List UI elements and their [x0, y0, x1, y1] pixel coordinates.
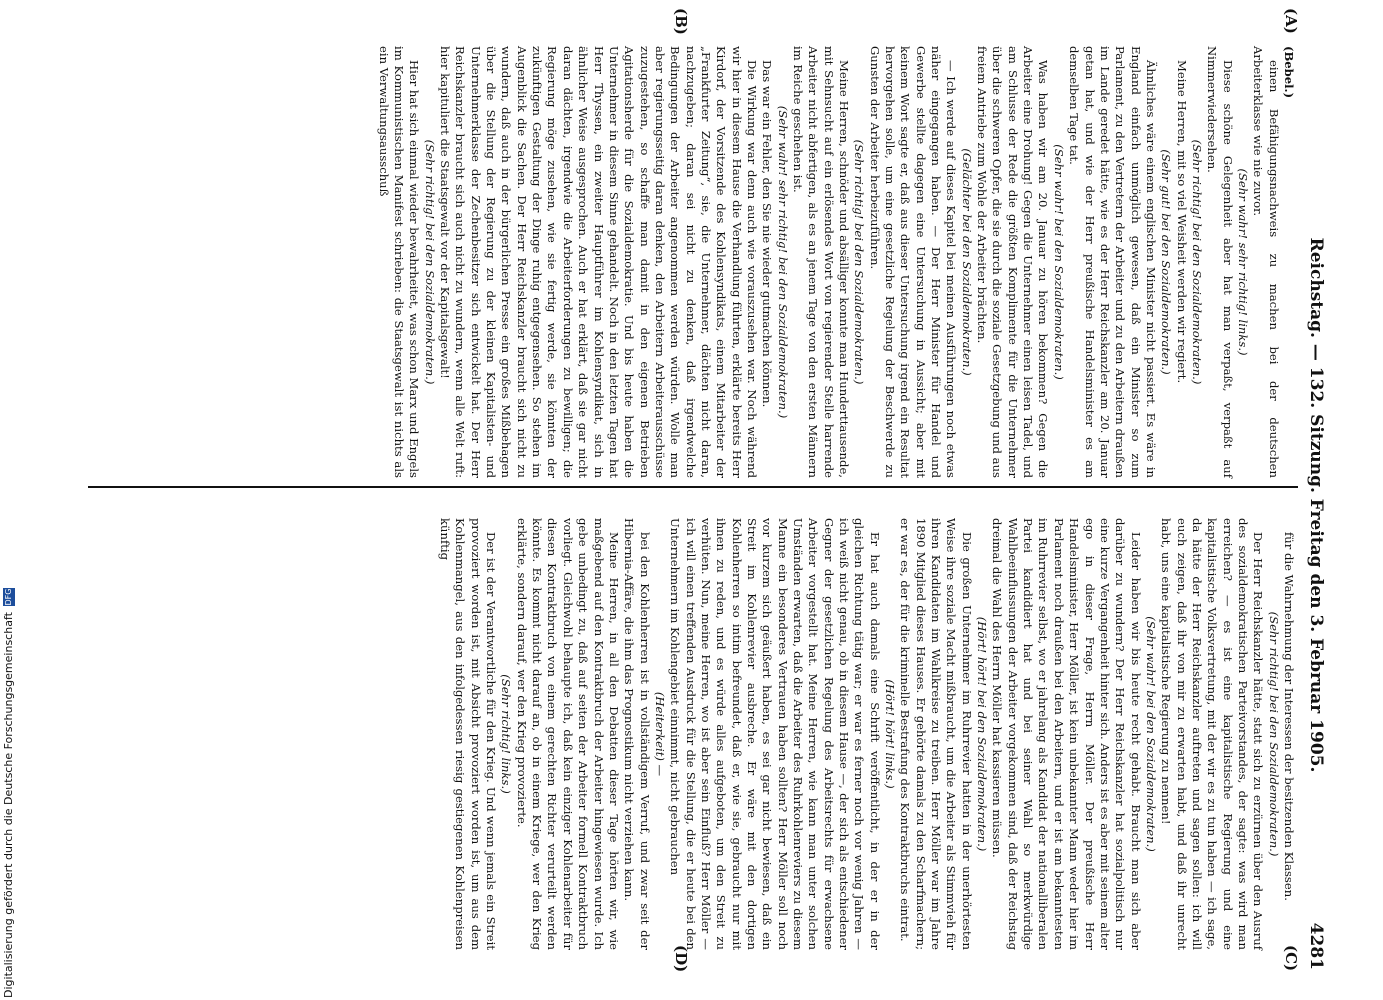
interjection: (Sehr gut! bei den Sozialdemokraten.) — [1159, 149, 1174, 375]
interjection: (Gelächter bei den Sozialdemokraten.) — [959, 148, 974, 376]
paragraph: — Ich werde auf dieses Kapitel bei meinen Ausführungen noch etwas näher eingegangen haben. — Der Herr Minister für Handel und Gewerbe stellte dagegen eine Untersuchung in Aussicht; aber mit keinem Wort sagte er, daß aus dieser Untersuchung irgend ein Resultat hervorgehen solle, um eine gesetzliche Regelung der Beschwerde zu Gunsten der Arbeiter herbeizuführen. — [867, 46, 959, 478]
paragraph: bei den Kohlenherren ist in vollständigem Verruf, und zwar seit der Hibernia-Affäre, die ihm das Prognostikum nicht verziehen kann. — [622, 518, 652, 950]
interjection: (Heiterkeit) — — [652, 691, 667, 777]
interjection: (Sehr richtig! bei den Sozialdemokraten.) — [852, 139, 867, 385]
interjection: (Hört! hört! links.) — [883, 679, 898, 789]
dfg-logo: DFG — [4, 588, 13, 606]
interjection: (Sehr wahr! sehr richtig! bei den Sozialdemokraten.) — [775, 105, 790, 419]
paragraph: Er hat auch damals eine Schrift veröffentlicht, in der er in der gleichen Richtung tätig war; er war es ferner noch vor wenig Jahren — ich weiß nicht genau, ob in diesem Hause —, der sich als entschiedener Gegner der gesetzlichen Regelung des Arbeitsrechts für erwachsene Arbeiter vorgestellt hat. Meine Herren, wie kann man unter solchen Umständen erwarten, daß die Arbeiter des Ruhrkohlenreviers zu diesem Manne ein besonderes Vertrauen haben sollten? Herr Möller soll noch vor kurzem sich geäußert haben, es sei gar nicht bewiesen, daß ein Streit im Kohlenrevier ausbreche. Er wäre mit den dortigen Kohlenherren so intim befreundet, daß er, wie sie, gebraucht nur mit ihnen zu reden, und es würde alles aufgeboten, um den Streit zu verhüten. Nun, meine Herren, wo ist aber sein Einfluß? Herr Möller — ich will einen treffenden Ausdruck für die Stellung, die er heute bei den Unternehmern im Kohlengebiet einnimmt, nicht gebrauchen — [668, 518, 882, 950]
interjection: (Sehr richtig! links.) — [499, 674, 514, 794]
paragraph: Meine Herren, in all den Debatten dieser Tage hörten wir, wie maßgebend auf den Kontraktbruch der Arbeiter hingewiesen wurde. Ich gebe unbedingt zu, daß auf seiten der Arbeiter formell Kontraktbruch vorliegt. Gleichwohl behaupte ich, daß kein einziger Kohlenarbeiter für diesen Kontraktbruch von einem gerechten Richter verurteilt werden könnte. Es kommt nicht darauf an, ob in einem Kriege, wer den Krieg erklärte, sondern darauf, wer den Krieg provozierte. — [514, 518, 621, 950]
paragraph: Ähnliches wäre einem englischen Minister nicht passiert. Es wäre in England einfach unmöglich gewesen, daß ein Minister so zum Parlament, zu den Vertretern der Arbeiter und zu den Arbeitern draußen im Lande geredet hätte, wie es der Herr Reichskanzler am 20. Januar getan hat, und wie der Herr preußische Handelsminister es am demselben Tage tat. — [1067, 46, 1158, 478]
paragraph: für die Wahrnehmung der Interessen der besitzenden Klassen. — [1282, 532, 1296, 901]
interjection: (Sehr wahr! sehr richtig! links.) — [1235, 168, 1250, 356]
right-column — [437, 518, 1296, 950]
footer-credit — [2, 588, 15, 998]
interjection: (Sehr wahr! bei den Sozialdemokraten.) — [1143, 616, 1158, 852]
interjection: (Sehr richtig! bei den Sozialdemokraten.) — [422, 139, 437, 385]
margin-marker-b: (B) — [672, 8, 690, 35]
margin-marker-d: (D) — [672, 945, 690, 973]
page-header — [1300, 40, 1326, 970]
paragraph: Die großen Unternehmer im Ruhrrevier hatten in der unerhörtesten Weise ihre soziale Macht mißbraucht, um die Arbeiter als Stimmvieh für ihren Kandidaten im Wahlkreise zu treiben. Herr Möller war im Jahre 1890 Mitglied dieses Hauses. Er gehörte damals zu den Scharfmachern; er war es, der für die kriminelle Bestrafung des Kontraktbruchs eintrat. — [898, 518, 974, 950]
paragraph: Meine Herren, mit so viel Weisheit werden wir regiert. — [1174, 60, 1189, 384]
rotated-page — [80, 0, 1330, 1000]
paragraph: Hier hat sich einmal wieder bewahrheitet, was schon Marx und Engels im Kommunistischen Manifest schrieben: die Staatsgewalt ist nichts als ein Verwaltungsausschuß — [376, 46, 422, 478]
paragraph: Was haben wir am 20. Januar zu hören bekommen? Gegen die Arbeiter eine Drohung! Gegen die Unternehmer einen leisen Tadel, und am Schlusse der Rede die größten Komplimente für die Unternehmer über die schweren Opfer, die sie durch die soziale Gesetzgebung und aus freiem Antriebe zum Wohle der Arbeiter brächten. — [975, 46, 1051, 478]
interjection: (Sehr richtig! bei den Sozialdemokraten.) — [1266, 611, 1281, 857]
page-number: 4281 — [1306, 922, 1326, 970]
speaker-name: (Bebel.) — [1282, 46, 1296, 99]
paragraph: Leider haben wir bis heute recht gehabt. Braucht man sich aber darüber zu wundern? Der Herr Reichskanzler hat sozialpolitisch nur eine kurze Vergangenheit hinter sich. Anders ist es aber mit seinem alter ego in dieser Frage, Herrn Möller. Der preußische Herr Handelsminister, Herr Möller, ist kein unbekannter Mann weder hier im Parlament noch draußen bei den Arbeitern, und er ist am bekanntesten im Ruhrrevier selbst, wo er jahrelang als Kandidat der nationalliberalen Partei kandidiert hat und bei seiner Wahl so merkwürdige Wahlbeeinflussungen der Arbeiter vorgekommen sind, daß der Reichstag dreimal die Wahl des Herrn Möller hat kassieren müssen. — [990, 518, 1143, 950]
paragraph: Das war ein Fehler, den Sie nie wieder gutmachen können. — [760, 60, 775, 408]
paragraph: Der ist der Verantwortliche für den Krieg. Und wenn jemals ein Streit provoziert worden ist, mit Absicht provoziert worden ist, um aus dem Kohlenmangel, aus den infolgedessen riesig gestiegenen Kohlenpreisen künftig — [438, 518, 499, 950]
interjection: (Sehr richtig! bei den Sozialdemokraten.) — [1189, 139, 1204, 385]
interjection: (Hört! hört! bei den Sozialdemokraten.) — [975, 616, 990, 852]
column-divider — [88, 486, 1298, 488]
left-column — [375, 46, 1296, 478]
margin-marker-a: (A) — [1282, 8, 1300, 34]
running-head: Reichstag. — 132. Sitzung. Freitag den 3. Februar 1905. — [1306, 237, 1326, 773]
paragraph: einen Befähigungsnachweis zu machen bei der deutschen Arbeiterklasse wie nie zuvor. — [1251, 46, 1281, 478]
margin-marker-c: (C) — [1282, 945, 1300, 972]
paragraph: Meine Herren, schnöder und absälliger konnte man Hunderttausende, mit Sehnsucht auf ein erlösendes Wort von regierender Stelle harrende Arbeiter nicht abfertigen, als es an jenem Tage von den ersten Männern im Reiche geschehen ist. — [791, 46, 852, 478]
paragraph: Diese schöne Gelegenheit aber hat man verpaßt, verpaßt auf Nimmerwiedersehen. — [1205, 46, 1235, 478]
dfg-credit-text: Digitalisierung gefördert durch die Deutsche Forschungsgemeinschaft — [2, 612, 15, 998]
paragraph: Der Herr Reichskanzler hätte, statt sich zu erzürnen über den Ausruf des sozialdemokratischen Parteivorstandes, der sagte: was wird man erreichen? — es ist eine kapitalistische Regierung und eine kapitalistische Volksvertretung, mit der wir es zu tun haben — ich sage, da hätte der Herr Reichskanzler auftreten und sagen sollen: ich will euch zeigen, daß ihr von mir zu erwarten habt, und daß ihr unrecht habt, uns eine kapitalistische Regierung zu nennen! — [1159, 518, 1266, 950]
interjection: (Sehr wahr! bei den Sozialdemokraten.) — [1051, 144, 1066, 380]
paragraph: Die Wirkung war denn auch wie vorauszusehen war. Noch während wir hier in diesem Hause die Verhandlung führten, erklärte bereits Herr Kirdorf, der Vorsitzende des Kohlensyndikats, einem Mitarbeiter der „Frankfurter Zeitung“, sie, die Unternehmer, dächten nicht daran, nachzugeben; daran sei nicht zu denken, daß irgendwelche Bedingungen der Arbeiter angenommen werden würden. Wolle man aber regierungsseitig daran denken, den Arbeitern Arbeiterausschüsse zuzugestehen, so schaffe man damit in den eigenen Betrieben Agitationsherde für die Sozialdemokratie. Und bis heute haben die Unternehmer in diesem Sinne gehandelt. Noch in den letzten Tagen hat Herr Thyssen, ein zweiter Hauptführer im Kohlensyndikat, sich in ähnlicher Weise ausgesprochen. Auch er hat erklärt, daß sie gar nicht daran dächten, irgendwie die Arbeiterforderungen zu bewilligen; die Regierung möge zusehen, wie sie fertig werde, sie könnten der zukünftigen Gestaltung der Dinge ruhig entgegensehen. So stehen im Augenblick die Sachen. Der Herr Reichskanzler braucht sich nicht zu wundern, daß auch in der bürgerlichen Presse ein großes Mißbehagen über die Stellung der Regierung zu der kleinen Kapitalisten- und Unternehmerklasse der Zechenbesitzer sich entwickelt hat. Der Herr Reichskanzler braucht sich auch nicht zu wundern, wenn alle Welt ruft: hier kapituliert die Staatsgewalt vor der Kapitalsgewalt! — [438, 46, 759, 478]
